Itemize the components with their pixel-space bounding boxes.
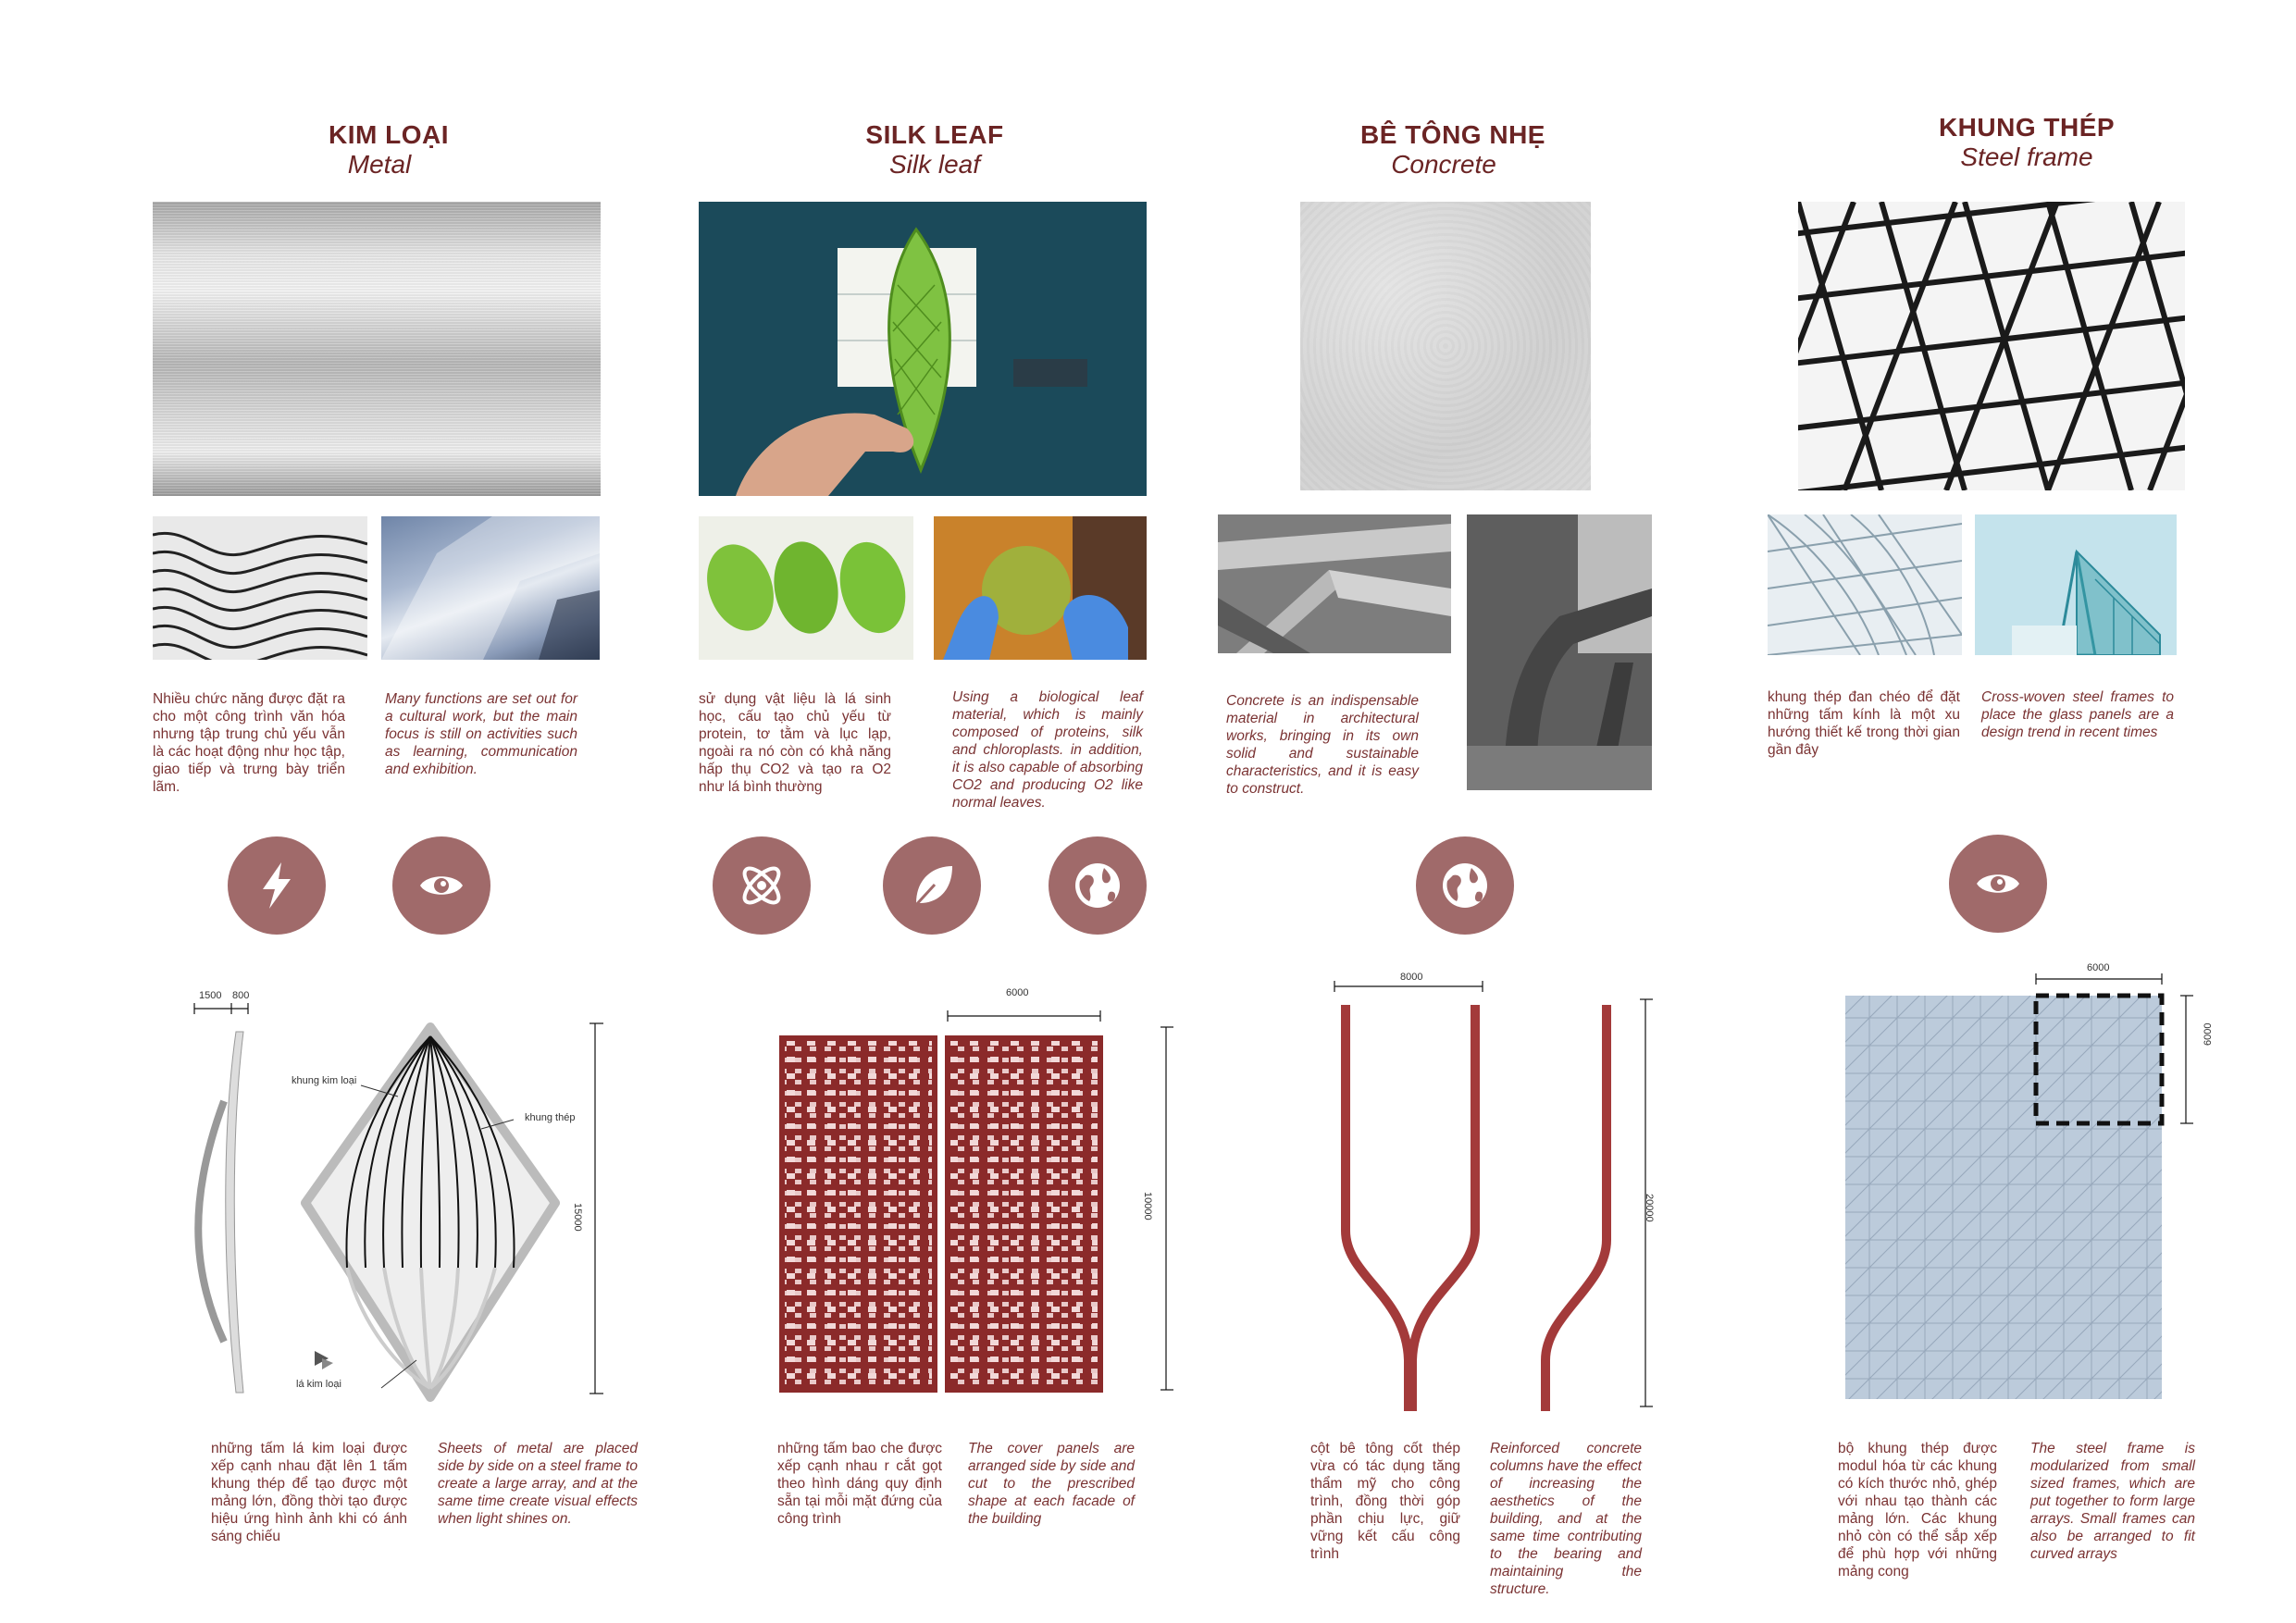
steel-grid-image	[1798, 202, 2185, 490]
steel-dim-6000-h: 6000	[2087, 962, 2110, 973]
steel-bottom-vn: bộ khung thép được modul hóa từ các khung có kích thước nhỏ, ghép với nhau tạo thành các mảng lớn. Các khung nhỏ còn có thể sắp xếp để phù hợp với những mảng cong	[1838, 1441, 1997, 1580]
steel-tower-image	[1975, 514, 2177, 655]
metal-dim-15000: 15000	[572, 1203, 583, 1232]
metal-bottom-vn: những tấm lá kim loại được xếp cạnh nhau đặt lên 1 tấm khung thép để tạo được một mảng lớn, đồng thời tạo được hiệu ứng hình ảnh khi có ánh sáng chiếu	[211, 1441, 407, 1544]
title-vn: BÊ TÔNG NHẸ	[1360, 120, 1545, 149]
metal-bottom-en: Sheets of metal are placed side by side on a steel frame to create a large array, and at the same time create visual effects when light shines on.	[438, 1441, 638, 1527]
steel-text-en: Cross-woven steel frames to place the glass panels are a design trend in recent times	[1981, 689, 2174, 740]
concrete-dim-20000: 20000	[1644, 1194, 1655, 1222]
concrete-beams-image	[1218, 514, 1451, 653]
title-vn: KHUNG THÉP	[1938, 113, 2116, 142]
concrete-bottom-en: Reinforced concrete columns have the effect of increasing the aesthetics of the building, and at the same time contributing to the bearing and maintaining the structure.	[1490, 1441, 1642, 1597]
steel-dome-image	[1768, 514, 1962, 655]
title-metal-group	[278, 120, 500, 180]
metal-text-vn: Nhiều chức năng được đặt ra cho một công trình văn hóa nhưng tập trung chủ yếu vẫn là các hoạt động như học tập, giao tiếp và trưng bày triển lãm.	[153, 691, 345, 795]
metal-text-en: Many functions are set out for a cultural work, but the main focus is still on activities such as learning, communication and exhibition.	[385, 691, 577, 777]
concrete-bottom-vn: cột bê tông cốt thép vừa có tác dụng tăng thẩm mỹ cho công trình, đồng thời góp phần chịu lực, giữ vững kết cấu công trình	[1310, 1441, 1460, 1562]
globe-icon	[1049, 836, 1147, 935]
atom-icon	[713, 836, 811, 935]
metal-facade-image	[381, 516, 600, 660]
silk-text-vn: sử dụng vật liệu là lá sinh học, cấu tạo chủ yếu từ protein, tơ tằm và lục lạp, ngoài ra nó còn có khả năng hấp thụ CO2 và tạo ra O2 như lá bình thường	[699, 691, 891, 795]
title-silk-group	[824, 120, 1046, 180]
silk-text-en: Using a biological leaf material, which is mainly composed of proteins, silk and chloroplasts. in addition, it is also capable of absorbing CO2 and producing O2 like normal leaves.	[952, 689, 1143, 811]
lightning-icon	[228, 836, 326, 935]
concrete-columns-drawing	[1323, 972, 1657, 1416]
leaf-icon	[883, 836, 981, 935]
title-vn: SILK LEAF	[865, 120, 1004, 149]
silk-panels-drawing	[777, 999, 1185, 1406]
concrete-texture-image	[1300, 202, 1591, 490]
metal-leaf-drawing	[185, 990, 620, 1406]
metal-brushed-image	[153, 202, 601, 496]
title-steel-group	[1906, 113, 2147, 172]
title-en: Silk leaf	[888, 150, 981, 179]
silk-lab-image	[934, 516, 1147, 660]
concrete-text-en: Concrete is an indispensable material in architectural works, bringing in its own solid and sustainable characteristics, and it is easy to construct.	[1226, 693, 1419, 797]
metal-wave-image	[153, 516, 367, 660]
silk-dim-6000: 6000	[1006, 987, 1029, 998]
silk-bottom-en: The cover panels are arranged side by side and cut to the prescribed shape at each facade of the building	[968, 1441, 1135, 1527]
eye-icon	[1949, 835, 2047, 933]
label-la-kim-loai: lá kim loại	[296, 1379, 341, 1390]
steel-dim-6000-v: 6000	[2203, 1022, 2214, 1046]
silk-bottom-vn: những tấm bao che được xếp cạnh nhau r cắt gọt theo hình dáng quy định sẵn tại mỗi mặt đứng của công trình	[777, 1441, 942, 1527]
title-en: Concrete	[1391, 150, 1496, 179]
label-khung-thep: khung thép	[525, 1112, 576, 1123]
title-concrete-group	[1333, 120, 1573, 180]
silk-leaves-image	[699, 516, 913, 660]
steel-bottom-en: The steel frame is modularized from small sized frames, which are put together to form large arrays. Small frames can also be arranged to fit curved arrays	[2030, 1441, 2195, 1562]
silk-dim-10000: 10000	[1142, 1192, 1153, 1220]
title-vn: KIM LOẠI	[329, 120, 449, 149]
title-en: Metal	[347, 150, 412, 179]
steel-grid-drawing	[1842, 962, 2212, 1406]
steel-text-vn: khung thép đan chéo để đặt những tấm kính là một xu hướng thiết kế trong thời gian gần đây	[1768, 689, 1960, 758]
metal-dim-1500: 1500	[199, 990, 222, 1001]
concrete-dim-8000: 8000	[1400, 972, 1423, 983]
globe-icon	[1416, 836, 1514, 935]
eye-icon	[392, 836, 490, 935]
label-khung-kim-loai: khung kim loại	[292, 1075, 357, 1086]
silk-leaf-main-image	[699, 202, 1147, 496]
concrete-columns-image	[1467, 514, 1652, 790]
title-en: Steel frame	[1960, 142, 2093, 171]
metal-dim-800: 800	[232, 990, 250, 1001]
